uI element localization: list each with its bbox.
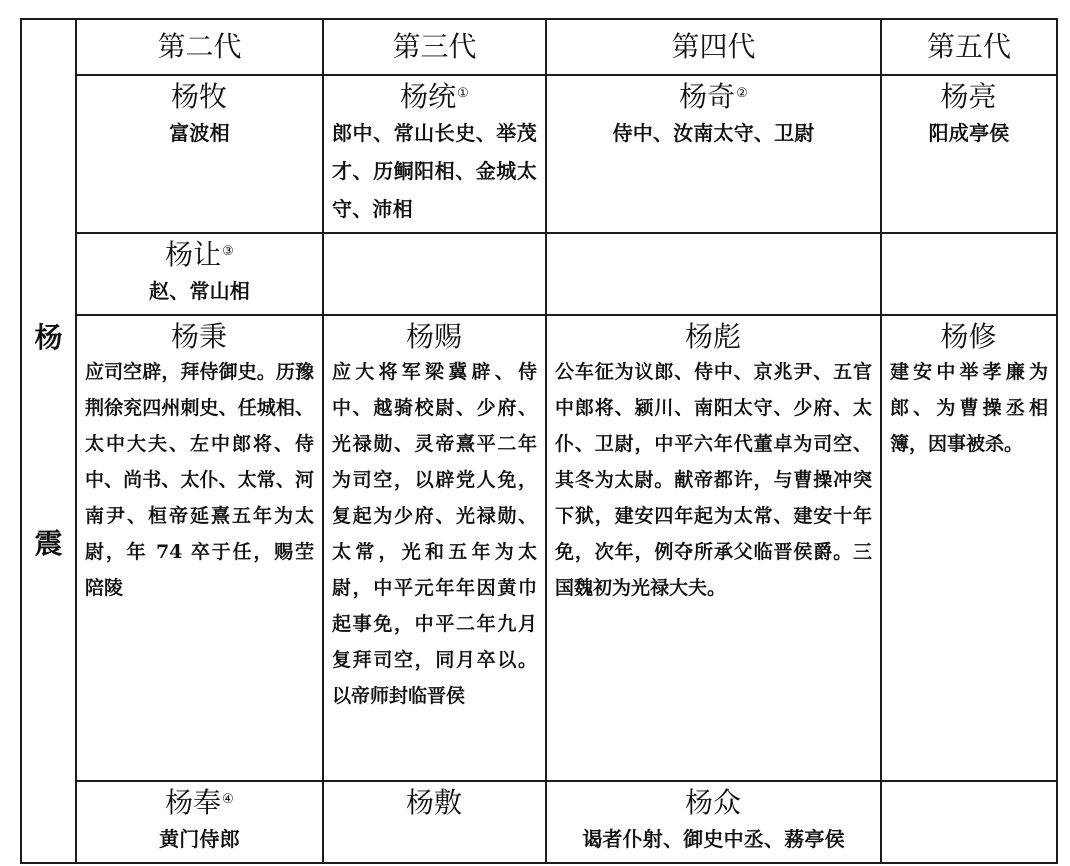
table-cell: [323, 315, 546, 781]
person-name: 杨赐: [405, 320, 462, 353]
person-desc: 应大将军梁冀辟、侍中、越骑校尉、少府、光禄勋、灵帝熹平二年为司空，以辟党人免，复起为少府、光禄勋、太常，光和五年为太尉，中平元年年因黄巾起事免，中平二年九月复拜司空，同月卒以。以帝师封临晋侯: [332, 361, 537, 707]
surname-cell: [21, 19, 76, 863]
table-cell: [881, 233, 1057, 315]
person-desc: 公车征为议郎、侍中、京兆尹、五官中郎将、颍川、南阳太守、少府、太仆、卫尉，中平六年代董卓为司空、其冬为太尉。献帝都许，与曹操冲突下狱，建安四年起为太常、建安十年免，次年，例夺所承父临晋侯爵。三国魏初为光禄大夫。: [555, 361, 872, 599]
person-name: 杨敷: [405, 786, 462, 819]
header-gen4: 第四代: [546, 19, 881, 75]
person-name: 杨统①: [400, 80, 469, 113]
table-row: [21, 315, 1057, 781]
person-desc: 黄门侍郎: [159, 827, 240, 851]
table-cell: [76, 75, 323, 233]
person-name: 杨秉: [170, 320, 227, 353]
person-name: [890, 786, 1048, 820]
table-row: [21, 233, 1057, 315]
table-cell: [546, 781, 881, 863]
person-name: 杨众: [684, 786, 741, 819]
surname-char-1: 杨: [34, 321, 63, 354]
person-desc: 阳成亭侯: [928, 121, 1010, 145]
table-cell: [546, 315, 881, 781]
genealogy-table: [20, 18, 1058, 864]
table-cell: [323, 781, 546, 863]
header-gen5: 第五代: [881, 19, 1057, 75]
person-name: 杨彪: [684, 320, 741, 353]
table-cell: [546, 233, 881, 315]
table-cell: [323, 75, 546, 233]
person-name: 杨牧: [170, 80, 227, 113]
table-cell: [881, 75, 1057, 233]
surname-char-2: 震: [34, 527, 63, 560]
person-desc: 富波相: [169, 121, 230, 145]
person-name: 杨奇②: [679, 80, 748, 113]
genealogy-table-wrapper: [20, 18, 1056, 850]
table-row: [21, 781, 1057, 863]
person-name: 杨亮: [940, 80, 997, 113]
header-gen3: 第三代: [323, 19, 546, 75]
header-row: [21, 19, 1057, 75]
person-desc: 建安中举孝廉为郎、为曹操丞相簿，因事被杀。: [890, 361, 1048, 455]
table-cell: [76, 233, 323, 315]
person-desc: 郎中、常山长史、举茂才、历鲖阳相、金城太守、沛相: [332, 121, 537, 221]
person-name: 杨奉④: [165, 786, 234, 819]
table-cell: [76, 781, 323, 863]
person-name: 杨让③: [165, 238, 234, 271]
person-name: 杨修: [940, 320, 997, 353]
person-desc: 侍中、汝南太守、卫尉: [612, 121, 815, 145]
person-desc: 应司空辟，拜侍御史。历豫荆徐兖四州刺史、任城相、太中大夫、左中郎将、侍中、尚书、太仆、太常、河南尹、桓帝延熹五年为太尉，年 74 卒于任，赐茔陪陵: [85, 361, 314, 599]
table-cell: [881, 315, 1057, 781]
person-desc: 赵、常山相: [149, 279, 250, 303]
table-cell: [881, 781, 1057, 863]
table-cell: [323, 233, 546, 315]
table-cell: [76, 315, 323, 781]
table-cell: [546, 75, 881, 233]
header-gen2: 第二代: [76, 19, 323, 75]
person-desc: 谒者仆射、御史中丞、蓩亭侯: [582, 827, 845, 851]
table-row: [21, 75, 1057, 233]
